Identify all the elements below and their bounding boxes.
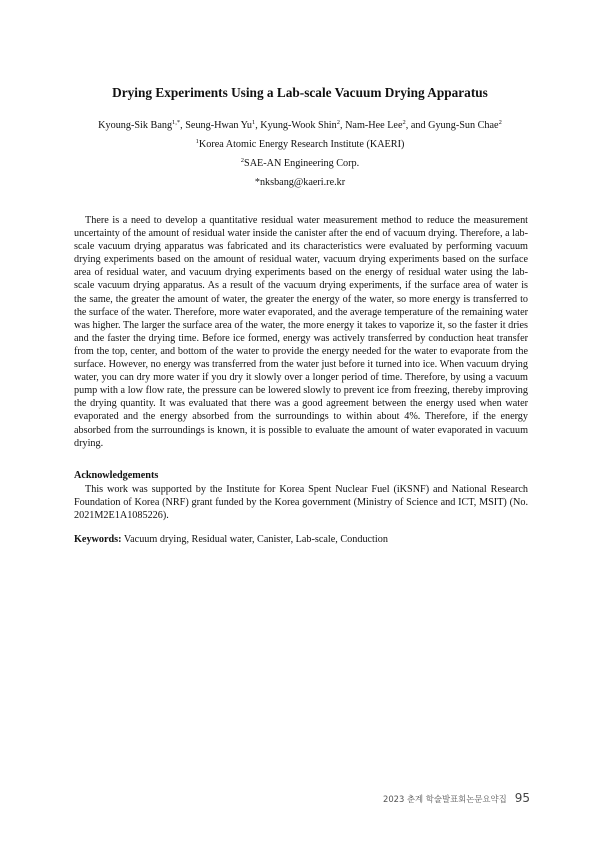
paper-title: Drying Experiments Using a Lab-scale Vacuum Drying Apparatus [112,85,488,100]
author: Kyung-Wook Shin$^2$, [260,119,346,131]
author: Seung-Hwan Yu$^1$, [185,119,261,131]
acknowledgements-heading: Acknowledgements [74,470,159,481]
keywords-text: Vacuum drying, Residual water, Canister, Lab-scale, Conduction [123,534,388,545]
page-number: 95 [514,791,530,805]
keywords-label: Keywords: [74,534,122,545]
acknowledgements-body: This work was supported by the Institute for Korea Spent Nuclear Fuel (iKSNF) and National Research Foundation of Korea (NRF) grant funded by the Korea government (Ministry of Science and ICT, MSIT) (No. 2021M2E1A1085226). [74,484,528,522]
author: Nam-Hee Lee$^2$, and [345,119,429,131]
page-footer [383,791,530,805]
author: Gyung-Sun Chae$^2$ [428,119,502,131]
affiliation-kaeri: $^1$Korea Atomic Energy Research Institute (KAERI) [195,138,405,150]
proceedings-title: 2023 춘계 학술발표회논문요약집 [382,794,507,804]
abstract-body: There is a need to develop a quantitative residual water measurement method to reduce the measurement uncertainty of the amount of residual water inside the canister after the end of vacuum drying. Therefore, a lab-scale vacuum drying apparatus was fabricated and its characteristics were evaluated by performing vacuum drying experiments based on the amount of residual water, vacuum drying experiments based on the surface area of residual water, and vacuum drying experiments based on the energy of residual water using the lab-scale vacuum drying apparatus. As a result of the vacuum drying experiments, if the surface area of water is the same, the greater the amount of water, the greater the energy of the water, so more energy is transferred to the surface of the water. Therefore, more water evaporated, and the average temperature of the remaining water was higher. The larger the surface area of the water, the more energy it takes to vaporize it, so the faster it dries and the faster the drying time. Before ice formed, energy was actively transferred by conduction heat transfer from the top, center, and bottom of the water to provide the energy needed for the water to evaporate from the surface. However, no energy was transferred from the water just before it turned into ice. When vacuum drying water, you can dry more water if you dry it slowly over a longer period of time. Therefore, by using a vacuum pump with a low flow rate, the pressure can be lowered slowly to prevent ice from freezing, thereby improving the drying quantity. It was evaluated that there was a good agreement between the energy used when water evaporated and the energy absorbed from the surroundings to within about 4%. Therefore, if the energy absorbed from the surroundings is known, it is possible to evaluate the amount of water evaporated in vacuum drying. [74,215,528,449]
keywords [74,533,528,546]
affiliation-sae-an: $^2$SAE-AN Engineering Corp. [240,157,360,169]
corresponding-email: *nksbang@kaeri.re.kr [254,177,346,188]
author-list [40,120,560,132]
author: Kyoung-Sik Bang$^{1,*}$, [98,119,186,131]
